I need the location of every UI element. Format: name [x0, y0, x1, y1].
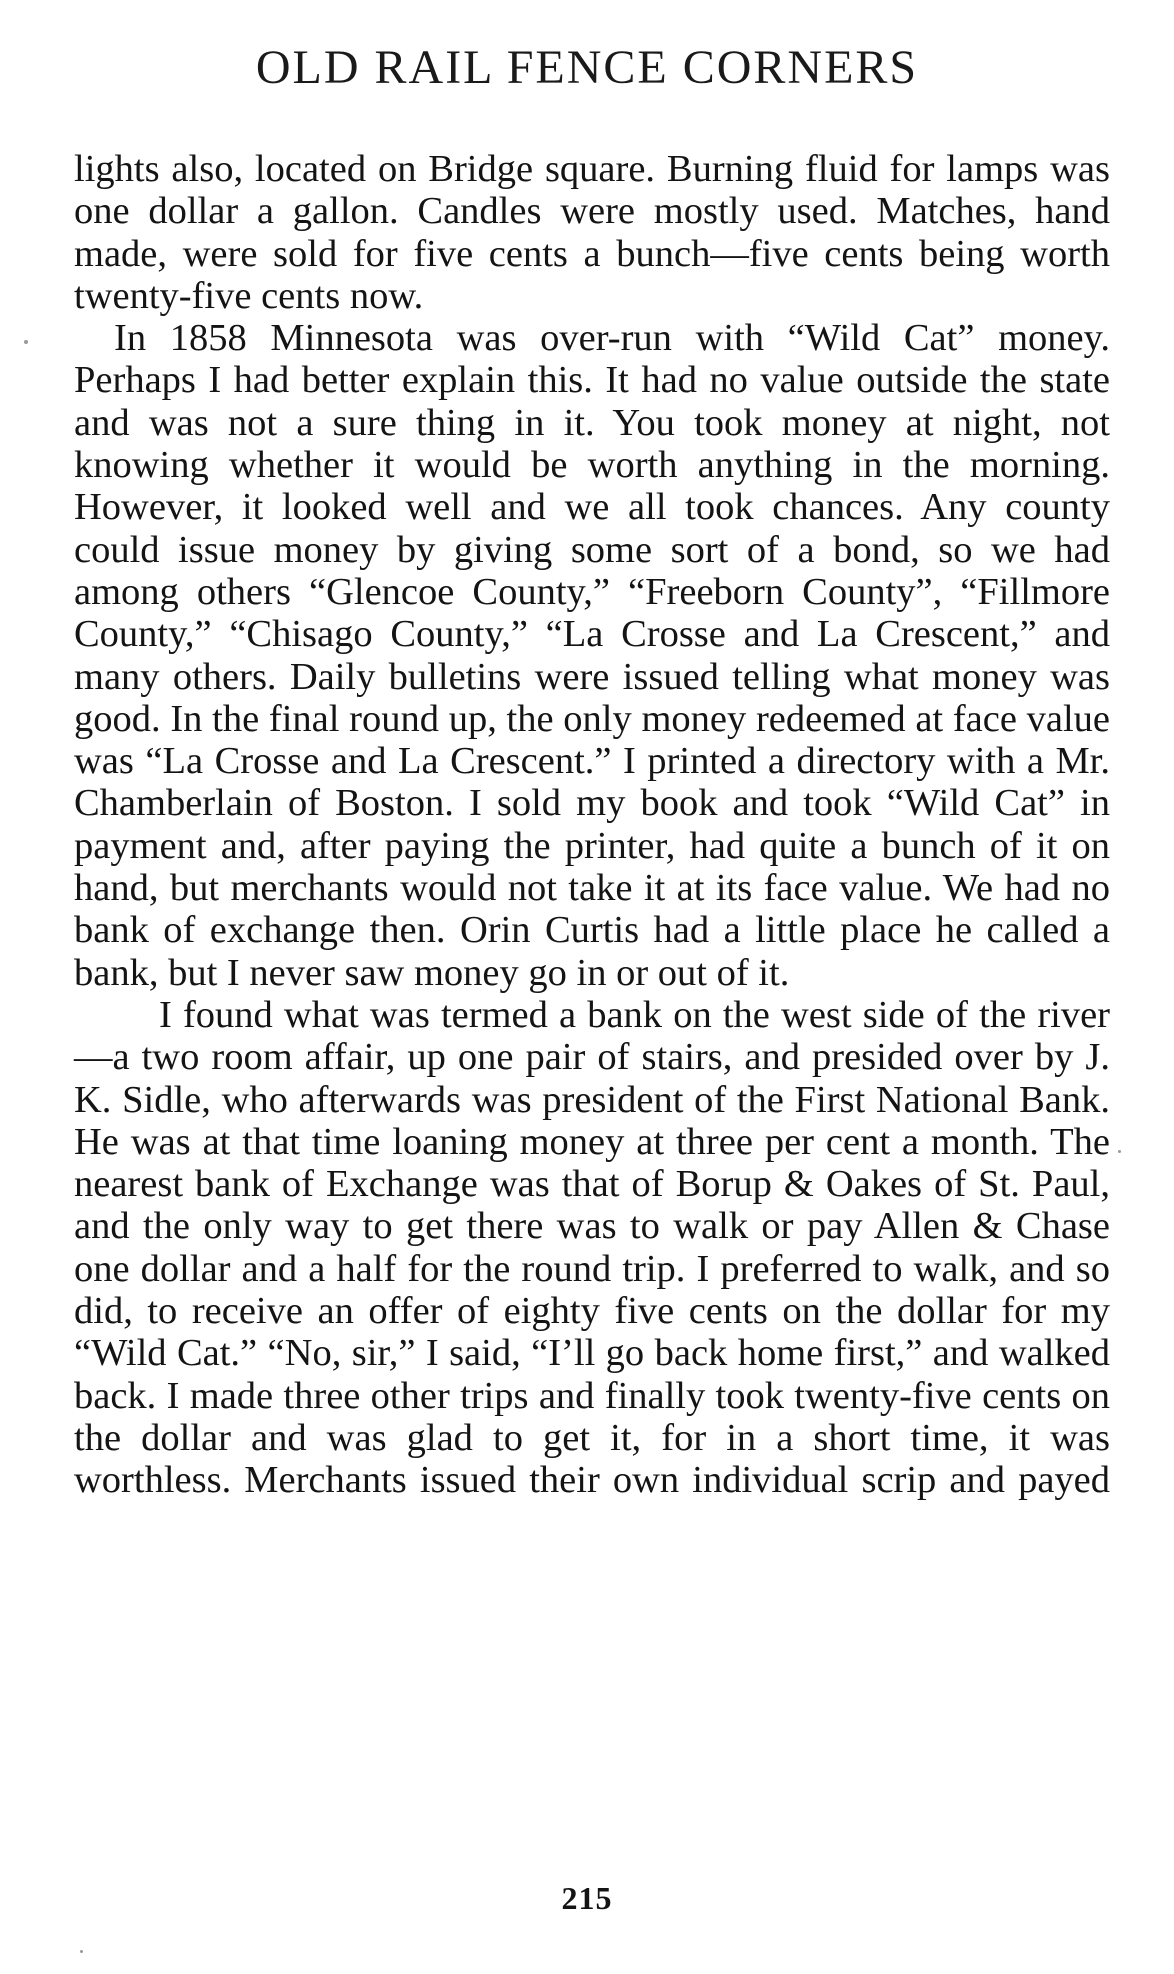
scan-speck	[80, 1950, 83, 1953]
paragraph-1: lights also, located on Bridge square. Burning fluid for lamps was one dollar a gallon. Candles were mostly used. Matches, hand made, were sold for five cents a bunch—five cents being worth twenty-five cents now.	[74, 148, 1110, 317]
running-head: OLD RAIL FENCE CORNERS	[255, 41, 919, 94]
body-text	[74, 148, 1110, 1502]
paragraph-2: In 1858 Minnesota was over-run with “Wild Cat” money. Perhaps I had better explain this. It had no value outside the state and was not a sure thing in it. You took money at night, not knowing whether it would be worth anything in the morning. However, it looked well and we all took chances. Any county could issue money by giving some sort of a bond, so we had among others “Glencoe County,” “Freeborn County”, “Fillmore County,” “Chisago County,” “La Crosse and La Crescent,” and many others. Daily bulletins were issued telling what money was good. In the final round up, the only money redeemed at face value was “La Crosse and La Crescent.” I printed a directory with a Mr. Chamberlain of Boston. I sold my book and took “Wild Cat” in payment and, after paying the printer, had quite a bunch of it on hand, but merchants would not take it at its face value. We had no bank of exchange then. Orin Curtis had a little place he called a bank, but I never saw money go in or out of it.	[74, 317, 1110, 994]
paragraph-3: I found what was termed a bank on the west side of the river—a two room affair, up one pair of stairs, and presided over by J. K. Sidle, who afterwards was president of the First National Bank. He was at that time loaning money at three per cent a month. The nearest bank of Exchange was that of Borup & Oakes of St. Paul, and the only way to get there was to walk or pay Allen & Chase one dollar and a half for the round trip. I preferred to walk, and so did, to receive an offer of eighty five cents on the dollar for my “Wild Cat.” “No, sir,” I said, “I’ll go back home first,” and walked back. I made three other trips and finally took twenty-five cents on the dollar and was glad to get it, for in a short time, it was worthless. Merchants issued their own individual scrip and payed	[74, 993, 1110, 1502]
page-number: 215	[561, 1880, 613, 1916]
scan-speck	[24, 340, 28, 344]
scan-speck	[1118, 1150, 1121, 1153]
